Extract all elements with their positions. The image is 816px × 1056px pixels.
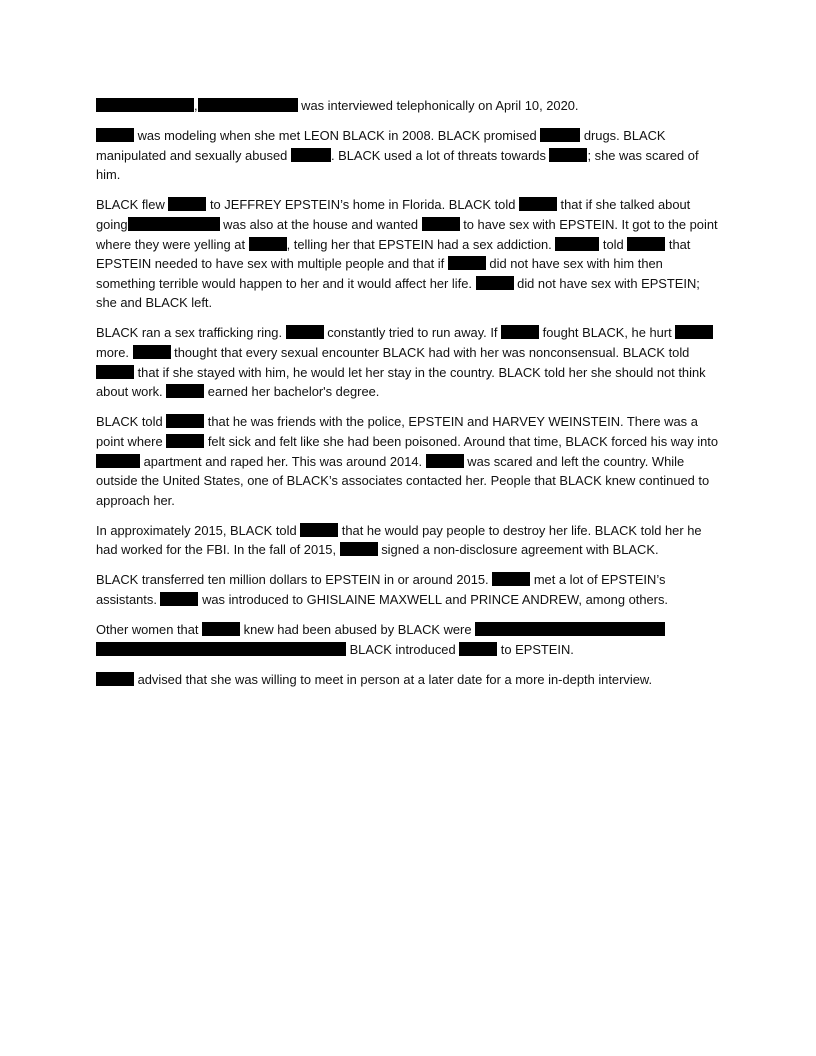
text-run: felt sick and felt like she had been poisoned. Around that time, BLACK forced his way into <box>204 433 719 449</box>
text-run: , <box>194 98 198 113</box>
text-run: signed a non-disclosure agreement with BLACK. <box>377 542 659 558</box>
redaction-box <box>476 276 514 290</box>
paragraph-6 <box>96 521 724 560</box>
text-run: told <box>599 236 628 252</box>
redaction-box <box>286 325 324 339</box>
text-run: was scared and left the country. While outside the United States, one of BLACK’s associates contacted her. People that BLACK knew continued to approach her. <box>96 453 710 508</box>
redaction-box <box>96 365 134 379</box>
text-run: to JEFFREY EPSTEIN’s home in Florida. BLACK told <box>206 197 519 213</box>
text-run: did not have sex with EPSTEIN; she and BLACK left. <box>96 275 700 311</box>
text-run: that EPSTEIN needed to have sex with multiple people and that if <box>96 236 691 272</box>
text-run: . BLACK used a lot of threats towards <box>330 147 550 163</box>
paragraph-5 <box>96 412 724 510</box>
paragraph-2 <box>96 126 724 185</box>
redaction-box <box>549 148 587 162</box>
redaction-box <box>675 325 713 339</box>
text-run: constantly tried to run away. If <box>323 325 502 341</box>
redaction-box <box>166 414 204 428</box>
redaction-box <box>555 237 599 251</box>
text-run: was interviewed telephonically on April 10, 2020. <box>297 98 579 113</box>
redaction-box <box>96 128 134 142</box>
redaction-box <box>166 434 204 448</box>
text-run: thought that every sexual encounter BLACK had with her was nonconsensual. BLACK told <box>170 345 690 361</box>
redaction-box <box>448 256 486 270</box>
text-run: advised that she was willing to meet in person at a later date for a more in-depth interview. <box>134 671 653 687</box>
text-run: that if she stayed with him, he would let her stay in the country. BLACK told her she should not think about work. <box>96 364 706 400</box>
text-run: Other women that <box>96 622 203 638</box>
redaction-box <box>627 237 665 251</box>
redaction-box <box>475 622 665 636</box>
redaction-box <box>459 642 497 656</box>
paragraph-1 <box>96 96 724 116</box>
text-run: was also at the house and wanted <box>219 216 422 232</box>
redaction-box <box>202 622 240 636</box>
text-run: that he would pay people to destroy her life. BLACK told her he had worked for the FBI. In the fall of 2015, <box>96 522 702 558</box>
redaction-box <box>519 197 557 211</box>
redaction-box <box>340 542 378 556</box>
redaction-box <box>426 454 464 468</box>
paragraph-4 <box>96 323 724 401</box>
text-run: ; she was scared of him. <box>96 147 699 183</box>
text-run: that if she talked about going <box>96 197 691 232</box>
redaction-box <box>133 345 171 359</box>
text-run: met a lot of EPSTEIN’s assistants. <box>96 572 666 608</box>
text-run: to EPSTEIN. <box>497 641 574 657</box>
text-run: BLACK introduced <box>346 641 460 657</box>
text-run: fought BLACK, he hurt <box>539 325 676 341</box>
redaction-box <box>96 454 140 468</box>
text-run: was modeling when she met LEON BLACK in 2008. BLACK promised <box>134 128 541 144</box>
text-run: to have sex with EPSTEIN. It got to the point where they were yelling at <box>96 216 718 252</box>
redaction-box <box>422 217 460 231</box>
redaction-box <box>160 592 198 606</box>
redaction-box <box>300 523 338 537</box>
paragraph-9 <box>96 670 724 690</box>
text-run: In approximately 2015, BLACK told <box>96 522 301 538</box>
text-run: BLACK transferred ten million dollars to EPSTEIN in or around 2015. <box>96 572 493 588</box>
text-run: BLACK told <box>96 414 167 430</box>
document-body <box>96 96 724 700</box>
paragraph-3 <box>96 195 724 313</box>
redaction-box <box>540 128 580 142</box>
redaction-box <box>166 384 204 398</box>
text-run: knew had been abused by BLACK were <box>240 622 476 638</box>
redaction-box <box>501 325 539 339</box>
text-run: did not have sex with him then something terrible would happen to her and it would affect her life. <box>96 256 663 291</box>
text-run: more. <box>96 345 133 361</box>
redaction-box <box>249 237 287 251</box>
text-run: apartment and raped her. This was around 2014. <box>140 453 426 469</box>
redaction-box <box>492 572 530 586</box>
text-run: BLACK flew <box>96 197 169 213</box>
redaction-box <box>96 672 134 686</box>
redaction-box <box>128 217 220 231</box>
redaction-box <box>198 98 298 112</box>
redaction-box <box>168 197 206 211</box>
text-run: BLACK ran a sex trafficking ring. <box>96 325 286 341</box>
paragraph-7 <box>96 570 724 609</box>
text-run: drugs. BLACK manipulated and sexually abused <box>96 128 666 163</box>
paragraph-8 <box>96 620 724 659</box>
text-run: that he was friends with the police, EPSTEIN and HARVEY WEINSTEIN. There was a point where <box>96 414 698 449</box>
redaction-box <box>96 98 194 112</box>
redaction-box <box>96 642 346 656</box>
redaction-box <box>291 148 331 162</box>
text-run: , telling her that EPSTEIN had a sex addiction. <box>286 236 556 252</box>
text-run: was introduced to GHISLAINE MAXWELL and PRINCE ANDREW, among others. <box>198 592 668 608</box>
text-run: earned her bachelor's degree. <box>204 384 380 400</box>
